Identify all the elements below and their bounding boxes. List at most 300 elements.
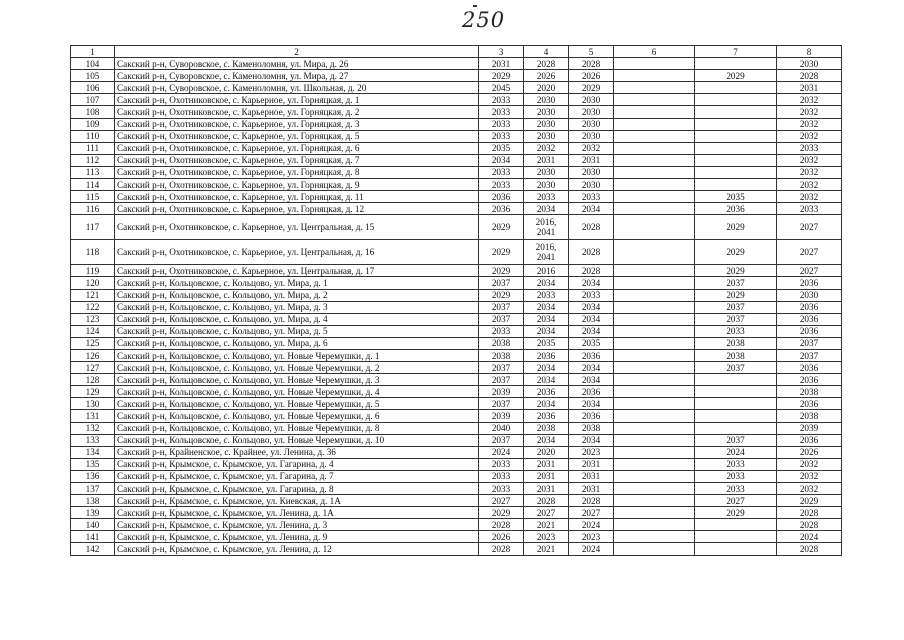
table-row xyxy=(71,118,842,130)
year-cell-5: 2034 xyxy=(569,374,614,386)
year-cell-3: 2027 xyxy=(479,495,524,507)
year-cell-6 xyxy=(614,422,695,434)
year-cell-3: 2038 xyxy=(479,337,524,349)
multi-year-value: 2016, 2041 xyxy=(535,242,557,263)
row-number-cell: 135 xyxy=(71,458,115,470)
year-cell-3: 2037 xyxy=(479,374,524,386)
year-cell-6 xyxy=(614,434,695,446)
address-cell: Сакский р-н, Кольцовское, с. Кольцово, ул. Мира, д. 6 xyxy=(115,337,479,349)
year-cell-3: 2037 xyxy=(479,277,524,289)
table-row xyxy=(71,94,842,106)
year-cell-5: 2030 xyxy=(569,130,614,142)
row-number-cell: 125 xyxy=(71,337,115,349)
year-cell-4: 2034 xyxy=(524,374,569,386)
year-cell-6 xyxy=(614,118,695,130)
row-number-cell: 117 xyxy=(71,215,115,240)
year-cell-8: 2036 xyxy=(777,362,842,374)
year-cell-5: 2038 xyxy=(569,422,614,434)
row-number-cell: 128 xyxy=(71,374,115,386)
year-cell-4: 2027 xyxy=(524,507,569,519)
year-cell-4: 2028 xyxy=(524,58,569,70)
year-cell-3: 2039 xyxy=(479,410,524,422)
year-cell-3: 2038 xyxy=(479,349,524,361)
address-cell: Сакский р-н, Охотниковское, с. Карьерное, ул. Горняцкая, д. 12 xyxy=(115,203,479,215)
table-row xyxy=(71,422,842,434)
year-cell-8: 2028 xyxy=(777,70,842,82)
address-cell: Сакский р-н, Кольцовское, с. Кольцово, ул. Мира, д. 4 xyxy=(115,313,479,325)
row-number-cell: 108 xyxy=(71,106,115,118)
year-cell-6 xyxy=(614,289,695,301)
address-cell: Сакский р-н, Крымское, с. Крымское, ул. Ленина, д. 1А xyxy=(115,507,479,519)
row-number-cell: 133 xyxy=(71,434,115,446)
year-cell-7: 2029 xyxy=(695,240,777,265)
address-cell: Сакский р-н, Кольцовское, с. Кольцово, ул. Мира, д. 5 xyxy=(115,325,479,337)
year-cell-3: 2029 xyxy=(479,240,524,265)
table-row xyxy=(71,301,842,313)
row-number-cell: 115 xyxy=(71,191,115,203)
year-cell-5: 2030 xyxy=(569,94,614,106)
address-cell: Сакский р-н, Охотниковское, с. Карьерное, ул. Горняцкая, д. 11 xyxy=(115,191,479,203)
year-cell-6 xyxy=(614,349,695,361)
year-cell-6 xyxy=(614,94,695,106)
year-cell-8: 2033 xyxy=(777,142,842,154)
year-cell-5: 2033 xyxy=(569,289,614,301)
year-cell-6 xyxy=(614,410,695,422)
year-cell-4: 2026 xyxy=(524,70,569,82)
year-cell-4: 2034 xyxy=(524,203,569,215)
row-number-cell: 132 xyxy=(71,422,115,434)
year-cell-5: 2024 xyxy=(569,543,614,555)
year-cell-3: 2029 xyxy=(479,70,524,82)
year-cell-6 xyxy=(614,240,695,265)
table-row xyxy=(71,470,842,482)
year-cell-6 xyxy=(614,142,695,154)
table-row xyxy=(71,203,842,215)
year-cell-8: 2032 xyxy=(777,191,842,203)
row-number-cell: 137 xyxy=(71,483,115,495)
address-cell: Сакский р-н, Охотниковское, с. Карьерное, ул. Горняцкая, д. 7 xyxy=(115,154,479,166)
year-cell-6 xyxy=(614,106,695,118)
table-row xyxy=(71,507,842,519)
year-cell-3: 2028 xyxy=(479,519,524,531)
year-cell-3: 2033 xyxy=(479,118,524,130)
year-cell-8: 2039 xyxy=(777,422,842,434)
table-row xyxy=(71,130,842,142)
year-cell-8: 2026 xyxy=(777,446,842,458)
year-cell-5: 2034 xyxy=(569,301,614,313)
page-number: 250 xyxy=(462,8,506,32)
year-cell-8: 2036 xyxy=(777,325,842,337)
year-cell-8: 2030 xyxy=(777,289,842,301)
column-header: 5 xyxy=(569,46,614,58)
table-row xyxy=(71,179,842,191)
year-cell-5: 2034 xyxy=(569,362,614,374)
row-number-cell: 109 xyxy=(71,118,115,130)
year-cell-3: 2029 xyxy=(479,215,524,240)
row-number-cell: 111 xyxy=(71,142,115,154)
year-cell-7: 2038 xyxy=(695,337,777,349)
year-cell-6 xyxy=(614,386,695,398)
year-cell-5: 2034 xyxy=(569,313,614,325)
year-cell-5: 2031 xyxy=(569,458,614,470)
year-cell-7: 2037 xyxy=(695,301,777,313)
year-cell-7: 2037 xyxy=(695,362,777,374)
row-number-cell: 126 xyxy=(71,349,115,361)
column-header: 6 xyxy=(614,46,695,58)
year-cell-5: 2033 xyxy=(569,191,614,203)
table-row xyxy=(71,58,842,70)
year-cell-5: 2034 xyxy=(569,203,614,215)
address-cell: Сакский р-н, Охотниковское, с. Карьерное, ул. Горняцкая, д. 3 xyxy=(115,118,479,130)
year-cell-3: 2033 xyxy=(479,130,524,142)
year-cell-5: 2034 xyxy=(569,434,614,446)
address-cell: Сакский р-н, Кольцовское, с. Кольцово, ул. Новые Черемушки, д. 8 xyxy=(115,422,479,434)
year-cell-5: 2036 xyxy=(569,386,614,398)
year-cell-8: 2028 xyxy=(777,507,842,519)
address-cell: Сакский р-н, Кольцовское, с. Кольцово, ул. Новые Черемушки, д. 6 xyxy=(115,410,479,422)
year-cell-3: 2026 xyxy=(479,531,524,543)
address-cell: Сакский р-н, Кольцовское, с. Кольцово, ул. Новые Черемушки, д. 2 xyxy=(115,362,479,374)
year-cell-4: 2035 xyxy=(524,337,569,349)
year-cell-5: 2030 xyxy=(569,106,614,118)
year-cell-6 xyxy=(614,191,695,203)
year-cell-5: 2024 xyxy=(569,519,614,531)
year-cell-4: 2032 xyxy=(524,142,569,154)
year-cell-6 xyxy=(614,519,695,531)
year-cell-4: 2021 xyxy=(524,543,569,555)
table-row xyxy=(71,106,842,118)
year-cell-4: 2031 xyxy=(524,154,569,166)
table-row xyxy=(71,277,842,289)
year-cell-7 xyxy=(695,519,777,531)
year-cell-7 xyxy=(695,179,777,191)
year-cell-4: 2030 xyxy=(524,179,569,191)
year-cell-7: 2029 xyxy=(695,289,777,301)
year-cell-8: 2027 xyxy=(777,240,842,265)
year-cell-7: 2037 xyxy=(695,313,777,325)
year-cell-3: 2029 xyxy=(479,265,524,277)
year-cell-8: 2036 xyxy=(777,277,842,289)
row-number-cell: 118 xyxy=(71,240,115,265)
row-number-cell: 141 xyxy=(71,531,115,543)
year-cell-7 xyxy=(695,130,777,142)
year-cell-3: 2033 xyxy=(479,94,524,106)
table-row xyxy=(71,495,842,507)
year-cell-8: 2032 xyxy=(777,470,842,482)
table-row xyxy=(71,349,842,361)
year-cell-5: 2032 xyxy=(569,142,614,154)
schedule-table xyxy=(70,45,842,556)
year-cell-8: 2032 xyxy=(777,154,842,166)
year-cell-7: 2029 xyxy=(695,70,777,82)
year-cell-6 xyxy=(614,203,695,215)
year-cell-8: 2036 xyxy=(777,398,842,410)
address-cell: Сакский р-н, Крымское, с. Крымское, ул. Ленина, д. 3 xyxy=(115,519,479,531)
year-cell-5: 2036 xyxy=(569,349,614,361)
year-cell-3: 2036 xyxy=(479,191,524,203)
year-cell-8: 2031 xyxy=(777,82,842,94)
row-number-cell: 136 xyxy=(71,470,115,482)
year-cell-6 xyxy=(614,337,695,349)
row-number-cell: 138 xyxy=(71,495,115,507)
row-number-cell: 127 xyxy=(71,362,115,374)
year-cell-3: 2040 xyxy=(479,422,524,434)
year-cell-4: 2031 xyxy=(524,458,569,470)
table-row xyxy=(71,215,842,240)
address-cell: Сакский р-н, Крымское, с. Крымское, ул. Гагарина, д. 4 xyxy=(115,458,479,470)
table-row xyxy=(71,313,842,325)
year-cell-5: 2027 xyxy=(569,507,614,519)
year-cell-6 xyxy=(614,70,695,82)
year-cell-3: 2033 xyxy=(479,458,524,470)
address-cell: Сакский р-н, Охотниковское, с. Карьерное, ул. Центральная, д. 15 xyxy=(115,215,479,240)
column-header: 4 xyxy=(524,46,569,58)
year-cell-8: 2028 xyxy=(777,519,842,531)
year-cell-8: 2037 xyxy=(777,349,842,361)
year-cell-5: 2031 xyxy=(569,154,614,166)
year-cell-3: 2037 xyxy=(479,434,524,446)
table-row xyxy=(71,398,842,410)
row-number-cell: 114 xyxy=(71,179,115,191)
year-cell-7 xyxy=(695,422,777,434)
year-cell-7: 2029 xyxy=(695,507,777,519)
row-number-cell: 123 xyxy=(71,313,115,325)
year-cell-7: 2033 xyxy=(695,325,777,337)
row-number-cell: 129 xyxy=(71,386,115,398)
row-number-cell: 139 xyxy=(71,507,115,519)
year-cell-5: 2034 xyxy=(569,325,614,337)
year-cell-4: 2031 xyxy=(524,483,569,495)
year-cell-4: 2030 xyxy=(524,118,569,130)
row-number-cell: 130 xyxy=(71,398,115,410)
address-cell: Сакский р-н, Охотниковское, с. Карьерное, ул. Горняцкая, д. 9 xyxy=(115,179,479,191)
year-cell-8: 2029 xyxy=(777,495,842,507)
row-number-cell: 107 xyxy=(71,94,115,106)
year-cell-6 xyxy=(614,82,695,94)
year-cell-7: 2033 xyxy=(695,483,777,495)
year-cell-7: 2033 xyxy=(695,458,777,470)
year-cell-8: 2036 xyxy=(777,301,842,313)
year-cell-3: 2037 xyxy=(479,362,524,374)
address-cell: Сакский р-н, Кольцовское, с. Кольцово, ул. Мира, д. 1 xyxy=(115,277,479,289)
year-cell-7 xyxy=(695,58,777,70)
year-cell-5: 2034 xyxy=(569,398,614,410)
year-cell-6 xyxy=(614,325,695,337)
year-cell-4: 2030 xyxy=(524,94,569,106)
year-cell-6 xyxy=(614,362,695,374)
year-cell-3: 2028 xyxy=(479,543,524,555)
year-cell-7: 2027 xyxy=(695,495,777,507)
year-cell-7: 2037 xyxy=(695,434,777,446)
year-cell-6 xyxy=(614,483,695,495)
year-cell-5: 2031 xyxy=(569,470,614,482)
year-cell-4: 2034 xyxy=(524,398,569,410)
year-cell-7: 2036 xyxy=(695,203,777,215)
table-row xyxy=(71,434,842,446)
year-cell-6 xyxy=(614,265,695,277)
table-row xyxy=(71,386,842,398)
year-cell-7 xyxy=(695,374,777,386)
year-cell-4: 2030 xyxy=(524,106,569,118)
address-cell: Сакский р-н, Суворовское, с. Каменоломня, ул. Мира, д. 27 xyxy=(115,70,479,82)
row-number-cell: 106 xyxy=(71,82,115,94)
table-row xyxy=(71,410,842,422)
year-cell-8: 2028 xyxy=(777,543,842,555)
year-cell-3: 2029 xyxy=(479,507,524,519)
year-cell-3: 2036 xyxy=(479,203,524,215)
address-cell: Сакский р-н, Охотниковское, с. Карьерное, ул. Горняцкая, д. 6 xyxy=(115,142,479,154)
row-number-cell: 113 xyxy=(71,166,115,178)
year-cell-7 xyxy=(695,94,777,106)
year-cell-4: 2028 xyxy=(524,495,569,507)
year-cell-8: 2038 xyxy=(777,410,842,422)
year-cell-7 xyxy=(695,82,777,94)
table-row xyxy=(71,446,842,458)
address-cell: Сакский р-н, Крымское, с. Крымское, ул. Гагарина, д. 7 xyxy=(115,470,479,482)
year-cell-3: 2024 xyxy=(479,446,524,458)
year-cell-5: 2023 xyxy=(569,446,614,458)
year-cell-8: 2032 xyxy=(777,106,842,118)
year-cell-5: 2028 xyxy=(569,265,614,277)
year-cell-4: 2036 xyxy=(524,386,569,398)
year-cell-7 xyxy=(695,166,777,178)
address-cell: Сакский р-н, Кольцовское, с. Кольцово, ул. Новые Черемушки, д. 1 xyxy=(115,349,479,361)
year-cell-7: 2033 xyxy=(695,470,777,482)
year-cell-4: 2033 xyxy=(524,289,569,301)
year-cell-7: 2035 xyxy=(695,191,777,203)
table-row xyxy=(71,458,842,470)
year-cell-8: 2032 xyxy=(777,118,842,130)
address-cell: Сакский р-н, Суворовское, с. Каменоломня, ул. Школьная, д. 20 xyxy=(115,82,479,94)
table-row xyxy=(71,191,842,203)
year-cell-7 xyxy=(695,386,777,398)
address-cell: Сакский р-н, Охотниковское, с. Карьерное, ул. Центральная, д. 17 xyxy=(115,265,479,277)
year-cell-4: 2020 xyxy=(524,82,569,94)
column-header: 2 xyxy=(115,46,479,58)
year-cell-6 xyxy=(614,495,695,507)
year-cell-6 xyxy=(614,374,695,386)
year-cell-4: 2038 xyxy=(524,422,569,434)
year-cell-6 xyxy=(614,58,695,70)
row-number-cell: 104 xyxy=(71,58,115,70)
address-cell: Сакский р-н, Кольцовское, с. Кольцово, ул. Новые Черемушки, д. 3 xyxy=(115,374,479,386)
year-cell-3: 2033 xyxy=(479,179,524,191)
table-row xyxy=(71,543,842,555)
year-cell-6 xyxy=(614,531,695,543)
year-cell-4: 2034 xyxy=(524,301,569,313)
year-cell-6 xyxy=(614,277,695,289)
row-number-cell: 110 xyxy=(71,130,115,142)
year-cell-6 xyxy=(614,166,695,178)
year-cell-5: 2028 xyxy=(569,495,614,507)
column-header: 7 xyxy=(695,46,777,58)
year-cell-8: 2027 xyxy=(777,215,842,240)
table-row xyxy=(71,166,842,178)
year-cell-4: 2031 xyxy=(524,470,569,482)
year-cell-7: 2038 xyxy=(695,349,777,361)
year-cell-6 xyxy=(614,458,695,470)
table-row xyxy=(71,483,842,495)
year-cell-3: 2037 xyxy=(479,398,524,410)
year-cell-3: 2033 xyxy=(479,106,524,118)
year-cell-8: 2032 xyxy=(777,179,842,191)
year-cell-4: 2036 xyxy=(524,410,569,422)
year-cell-4: 2036 xyxy=(524,349,569,361)
year-cell-6 xyxy=(614,154,695,166)
year-cell-7 xyxy=(695,543,777,555)
year-cell-5: 2030 xyxy=(569,166,614,178)
year-cell-8: 2033 xyxy=(777,203,842,215)
multi-year-value: 2016, 2041 xyxy=(535,217,557,238)
address-cell: Сакский р-н, Крайненское, с. Крайнее, ул. Ленина, д. 36 xyxy=(115,446,479,458)
year-cell-4: 2030 xyxy=(524,166,569,178)
year-cell-6 xyxy=(614,446,695,458)
year-cell-7 xyxy=(695,410,777,422)
year-cell-5: 2026 xyxy=(569,70,614,82)
year-cell-6 xyxy=(614,507,695,519)
row-number-cell: 105 xyxy=(71,70,115,82)
year-cell-8: 2032 xyxy=(777,458,842,470)
year-cell-5: 2028 xyxy=(569,58,614,70)
year-cell-5: 2031 xyxy=(569,483,614,495)
year-cell-6 xyxy=(614,543,695,555)
year-cell-3: 2033 xyxy=(479,470,524,482)
year-cell-3: 2035 xyxy=(479,142,524,154)
year-cell-7: 2029 xyxy=(695,215,777,240)
year-cell-5: 2028 xyxy=(569,215,614,240)
year-cell-8: 2027 xyxy=(777,265,842,277)
address-cell: Сакский р-н, Крымское, с. Крымское, ул. Киевская, д. 1А xyxy=(115,495,479,507)
address-cell: Сакский р-н, Суворовское, с. Каменоломня, ул. Мира, д. 26 xyxy=(115,58,479,70)
year-cell-8: 2032 xyxy=(777,94,842,106)
year-cell-6 xyxy=(614,215,695,240)
year-cell-4: 2016 xyxy=(524,265,569,277)
address-cell: Сакский р-н, Охотниковское, с. Карьерное, ул. Горняцкая, д. 8 xyxy=(115,166,479,178)
table-row xyxy=(71,519,842,531)
address-cell: Сакский р-н, Крымское, с. Крымское, ул. Ленина, д. 9 xyxy=(115,531,479,543)
year-cell-4: 2030 xyxy=(524,130,569,142)
year-cell-8: 2037 xyxy=(777,337,842,349)
year-cell-3: 2045 xyxy=(479,82,524,94)
year-cell-8: 2032 xyxy=(777,483,842,495)
address-cell: Сакский р-н, Охотниковское, с. Карьерное, ул. Центральная, д. 16 xyxy=(115,240,479,265)
year-cell-4: 2021 xyxy=(524,519,569,531)
year-cell-3: 2037 xyxy=(479,301,524,313)
year-cell-4 xyxy=(524,240,569,265)
column-header: 3 xyxy=(479,46,524,58)
year-cell-4: 2034 xyxy=(524,434,569,446)
year-cell-8: 2036 xyxy=(777,434,842,446)
year-cell-4: 2020 xyxy=(524,446,569,458)
row-number-cell: 140 xyxy=(71,519,115,531)
year-cell-8: 2036 xyxy=(777,313,842,325)
address-cell: Сакский р-н, Кольцовское, с. Кольцово, ул. Мира, д. 3 xyxy=(115,301,479,313)
header-row xyxy=(71,46,842,58)
year-cell-5: 2030 xyxy=(569,118,614,130)
year-cell-5: 2029 xyxy=(569,82,614,94)
year-cell-4: 2034 xyxy=(524,277,569,289)
table-row xyxy=(71,531,842,543)
year-cell-4: 2033 xyxy=(524,191,569,203)
address-cell: Сакский р-н, Охотниковское, с. Карьерное, ул. Горняцкая, д. 1 xyxy=(115,94,479,106)
address-cell: Сакский р-н, Кольцовское, с. Кольцово, ул. Новые Черемушки, д. 10 xyxy=(115,434,479,446)
table-row xyxy=(71,374,842,386)
year-cell-4: 2034 xyxy=(524,362,569,374)
year-cell-7 xyxy=(695,106,777,118)
year-cell-5: 2023 xyxy=(569,531,614,543)
address-cell: Сакский р-н, Кольцовское, с. Кольцово, ул. Мира, д. 2 xyxy=(115,289,479,301)
table-row xyxy=(71,240,842,265)
